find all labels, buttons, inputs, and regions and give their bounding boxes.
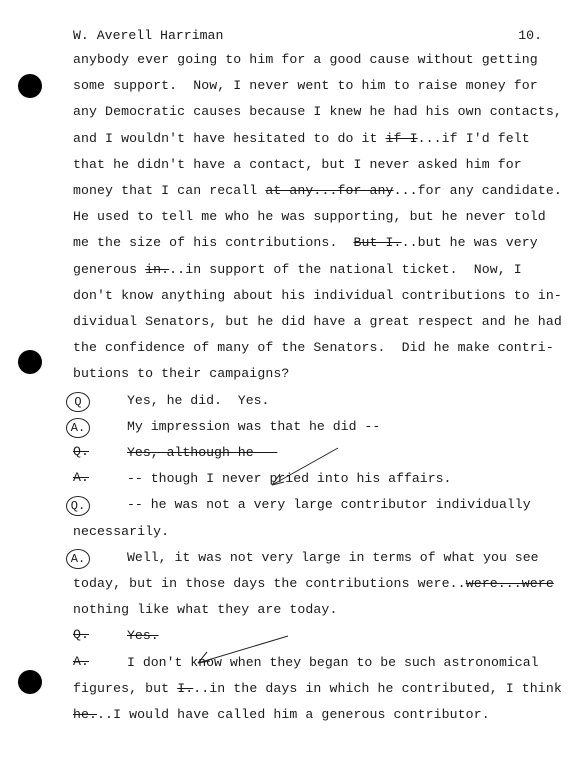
struck-text: he. <box>73 707 98 722</box>
dialogue-text: -- he was not a very large contributor individually <box>127 497 531 513</box>
speaker-label: Q. <box>73 627 90 643</box>
text-line: that he didn't have a contact, but I never asked him for <box>73 156 522 172</box>
struck-text: in. <box>145 261 170 277</box>
text-line: and I wouldn't have hesitated to do it if I...if I'd felt <box>73 130 530 146</box>
text-line: He used to tell me who he was supporting, but he never told <box>73 209 546 225</box>
dialogue-text: I don't know when they began to be such astronomical <box>127 654 539 670</box>
interviewee-name: W. Averell Harriman <box>73 28 224 43</box>
text-line: the confidence of many of the Senators. Did he make contri- <box>73 340 554 356</box>
text-line: any Democratic causes because I knew he had his own contacts, <box>73 104 562 120</box>
circled-speaker-label: A. <box>66 418 90 438</box>
text-line: anybody ever going to him for a good cause without getting <box>73 52 538 67</box>
dialogue-text: -- though I never pried into his affairs. <box>127 471 452 487</box>
dialogue-text: Well, it was not very large in terms of what you see <box>127 549 539 565</box>
speaker-label: Q. <box>73 444 90 459</box>
speaker-label: A. <box>73 470 90 486</box>
text-line: some support. Now, I never went to him to raise money for <box>73 78 538 94</box>
struck-text: if I <box>385 130 418 146</box>
struck-text: But I. <box>353 235 402 251</box>
text-line: money that I can recall at any...for any...for any candidate. <box>73 183 562 198</box>
text-line: figures, but I...in the days in which he contributed, I think <box>73 680 562 696</box>
dialogue-text: Yes. <box>127 628 159 644</box>
circled-speaker-label: Q. <box>66 496 90 516</box>
text-line: necessarily. <box>73 523 170 539</box>
text-line: dividual Senators, but he did have a great respect and he had <box>73 314 562 329</box>
text-line: nothing like what they are today. <box>73 602 338 618</box>
circled-speaker-label: Q <box>66 392 90 412</box>
text-line: me the size of his contributions. But I...but he was very <box>73 235 538 251</box>
speaker-label: A. <box>73 653 90 669</box>
text-line: today, but in those days the contributions were..were...were <box>73 576 554 591</box>
page-number: 10. <box>518 28 542 43</box>
text-line: generous in...in support of the national ticket. Now, I <box>73 261 522 277</box>
circled-speaker-label: A. <box>66 549 90 569</box>
text-line: butions to their campaigns? <box>73 366 290 382</box>
text-line: he...I would have called him a generous contributor. <box>73 707 490 722</box>
dialogue-text: My impression was that he did -- <box>127 418 381 434</box>
struck-text: I. <box>177 680 194 696</box>
text-line: don't know anything about his individual contributions to in- <box>73 287 562 303</box>
insertion-arrow <box>272 448 338 485</box>
dialogue-text: Yes, although he -- <box>127 445 278 460</box>
insertion-arrow <box>198 636 288 663</box>
dialogue-text: Yes, he did. Yes. <box>127 392 270 408</box>
struck-text: were...were <box>465 576 554 591</box>
struck-text: at any...for any <box>265 183 394 198</box>
